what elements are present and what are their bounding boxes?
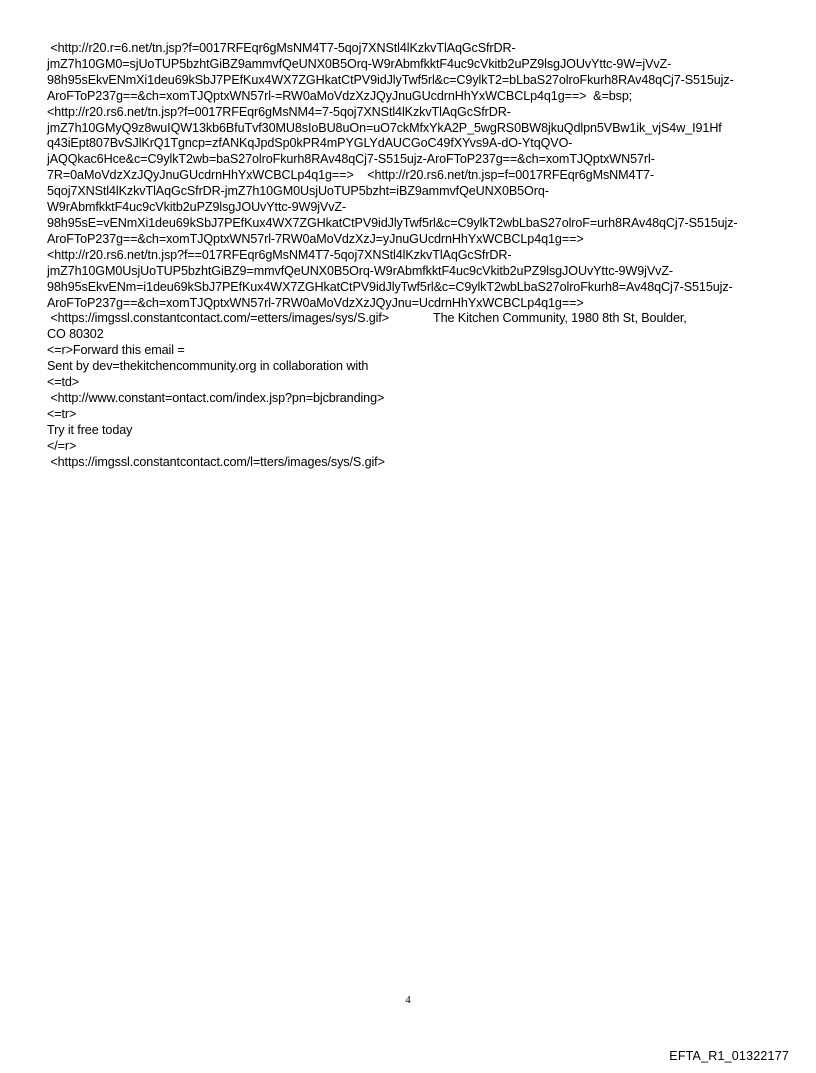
document-line: <=td> bbox=[47, 375, 80, 390]
document-line: CO 80302 bbox=[47, 327, 104, 342]
document-line: q43iEpt807BvSJlKrQ1Tgncp=zfANKqJpdSp0kPR4mPYGLYdAUCGoC49fXYvs9A-dO-YtqQVO- bbox=[47, 136, 573, 151]
bates-number: EFTA_R1_01322177 bbox=[669, 1049, 789, 1063]
document-line: 98h95sEkvENmXi1deu69kSbJ7PEfKux4WX7ZGHkatCtPV9idJlyTwf5rl&c=C9ylkT2=bLbaS27olroFkurh8RAv48qCj7-S515ujz- bbox=[47, 72, 734, 87]
document-line: <=tr> bbox=[47, 406, 77, 421]
document-line: W9rAbmfkktF4uc9cVkitb2uPZ9lsgJOUvYttc-9W9jVvZ- bbox=[47, 200, 347, 215]
document-line: </=r> bbox=[47, 438, 77, 453]
document-line: jAQQkac6Hce&c=C9ylkT2wb=baS27olroFkurh8RAv48qCj7-S515ujz-AroFToP237g==&ch=xomTJQptxWN57rl- bbox=[47, 152, 655, 167]
document-line: jmZ7h10GM0UsjUoTUP5bzhtGiBZ9=mmvfQeUNX0B5Orq-W9rAbmfkktF4uc9cVkitb2uPZ9lsgJOUvYttc-9W9jVvZ- bbox=[47, 263, 673, 278]
document-line: AroFToP237g==&ch=xomTJQptxWN57rl-7RW0aMoVdzXzJ=yJnuGUcdrnHhYxWCBCLp4q1g==> bbox=[47, 231, 584, 246]
document-line: <http://www.constant=ontact.com/index.jsp?pn=bjcbranding> bbox=[47, 390, 385, 405]
document-line: AroFToP237g==&ch=xomTJQptxWN57rl-=RW0aMoVdzXzJQyJnuGUcdrnHhYxWCBCLp4q1g==> &=bsp; bbox=[47, 88, 633, 103]
document-body bbox=[47, 41, 779, 470]
page-number: 4 bbox=[405, 994, 411, 1006]
document-line: 98h95sEkvENm=i1deu69kSbJ7PEfKux4WX7ZGHkatCtPV9idJlyTwf5rl&c=C9ylkT2wbLbaS27olroFkurh8=Av48qCj7-S515ujz- bbox=[47, 279, 733, 294]
document-line: <http://r20.rs6.net/tn.jsp?f=0017RFEqr6gMsNM4=7-5qoj7XNStl4lKzkvTlAqGcSfrDR- bbox=[47, 104, 511, 119]
document-line: 7R=0aMoVdzXzJQyJnuGUcdrnHhYxWCBCLp4q1g==> <http://r20.rs6.net/tn.jsp=f=0017RFEqr6gMsNM4T7- bbox=[47, 168, 655, 183]
document-line: 98h95sE=vENmXi1deu69kSbJ7PEfKux4WX7ZGHkatCtPV9idJlyTwf5rl&c=C9ylkT2wbLbaS27olroF=urh8RAv48qCj7-S515ujz- bbox=[47, 215, 738, 230]
document-line: <=r>Forward this email = bbox=[47, 343, 185, 358]
document-line: <http://r20.rs6.net/tn.jsp?f==017RFEqr6gMsNM4T7-5qoj7XNStl4lKzkvTlAqGcSfrDR- bbox=[47, 247, 512, 262]
document-line: <https://imgssl.constantcontact.com/l=tters/images/sys/S.gif> bbox=[47, 454, 385, 469]
document-line: AroFToP237g==&ch=xomTJQptxWN57rl-7RW0aMoVdzXzJQyJnu=UcdrnHhYxWCBCLp4q1g==> bbox=[47, 295, 584, 310]
document-line: jmZ7h10GMyQ9z8wuIQW13kb6BfuTvf30MU8sIoBU8uOn=uO7ckMfxYkA2P_5wgRS0BW8jkuQdlpn5VBw1ik_vjS4w_I91Hf bbox=[47, 120, 722, 135]
document-line: 5qoj7XNStl4lKzkvTlAqGcSfrDR-jmZ7h10GM0UsjUoTUP5bzht=iBZ9ammvfQeUNX0B5Orq- bbox=[47, 184, 549, 199]
document-line: Sent by dev=thekitchencommunity.org in collaboration with bbox=[47, 359, 369, 374]
document-line: Try it free today bbox=[47, 422, 133, 437]
document-line: jmZ7h10GM0=sjUoTUP5bzhtGiBZ9ammvfQeUNX0B5Orq-W9rAbmfkktF4uc9cVkitb2uPZ9lsgJOUvYttc-9W=jVvZ- bbox=[47, 56, 672, 71]
document-line: <https://imgssl.constantcontact.com/=etters/images/sys/S.gif> The Kitchen Community, 1980 8th St, Boulder, bbox=[47, 311, 687, 326]
document-line: <http://r20.r=6.net/tn.jsp?f=0017RFEqr6gMsNM4T7-5qoj7XNStl4lKzkvTlAqGcSfrDR- bbox=[47, 41, 516, 55]
